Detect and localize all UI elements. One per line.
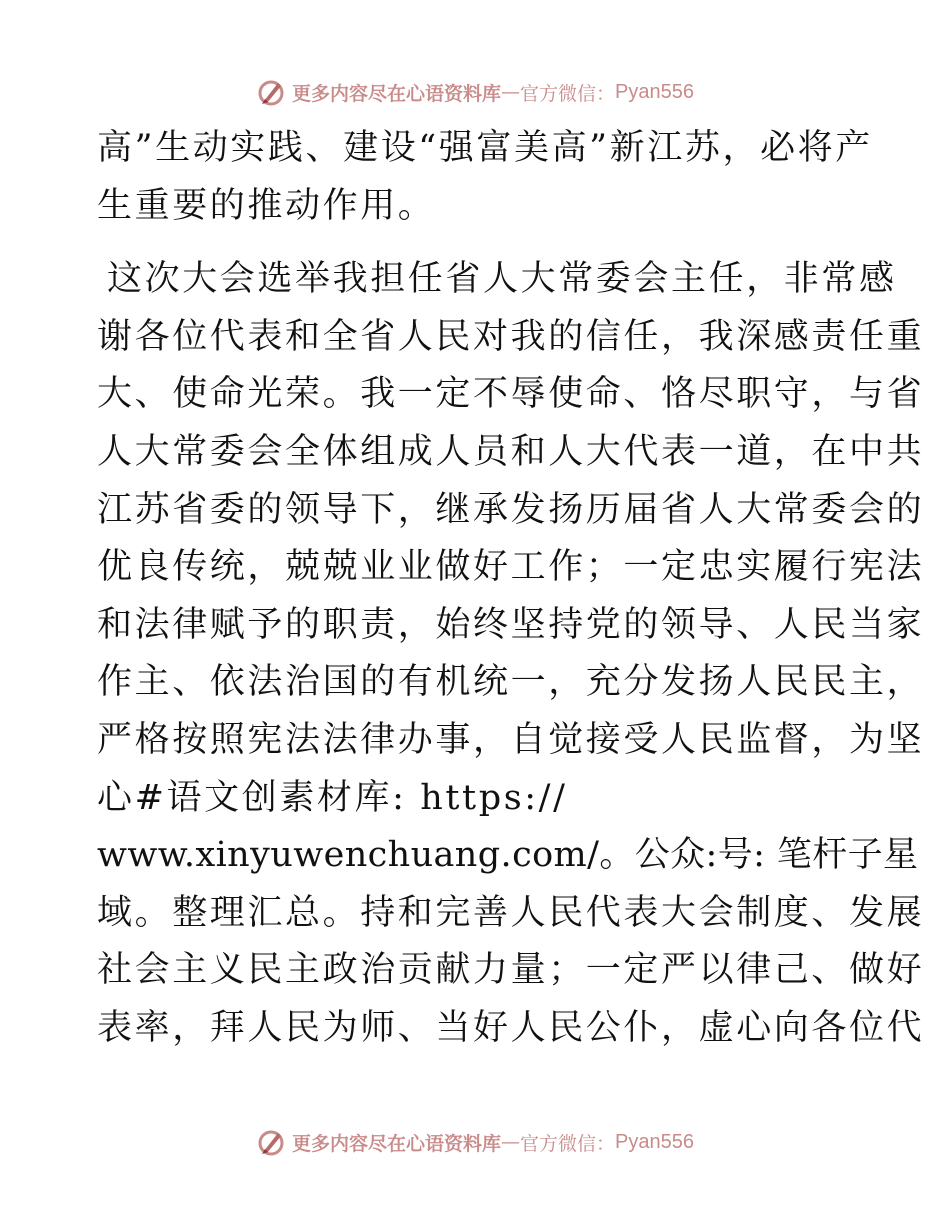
text-line: 作主、依法治国的有机统一，充分发扬人民民主， [97,662,925,703]
banner-wechat-id: Pyan556 [615,80,694,103]
text-line: 表率，拜人民为师、当好人民公仆，虚心向各位代 [97,1007,925,1048]
text-line: 严格按照宪法法律办事，自觉接受人民监督，为坚 [97,719,925,760]
text-line: 江苏省委的领导下，继承发扬历届省人大常委会的 [97,489,925,530]
text-line: 社会主义民主政治贡献力量；一定严以律己、做好 [97,950,925,991]
text-line-url: www.xinyuwenchuang.com/。公众:号: 笔杆子星 [97,835,919,876]
quill-pen-logo-icon [256,77,286,107]
text-line: 域。整理汇总。持和完善人民代表大会制度、发展 [97,892,925,933]
text-line: 高”生动实践、建设“强富美高”新江苏，必将产 [97,128,873,168]
banner-dash: — [501,1131,521,1153]
document-body [97,120,925,1058]
paragraph-start-line: 这次大会选举我担任省人大常委会主任，非常感 [107,259,897,300]
text-line: 谢各位代表和全省人民对我的信任，我深感责任重 [97,316,925,357]
banner-wechat-id: Pyan556 [615,1130,694,1153]
text-line: 和法律赋予的职责，始终坚持党的领导、人民当家 [97,604,925,645]
banner-dash: — [501,81,521,103]
text-line: 生重要的推动作用。 [97,185,436,226]
text-line: 人大常委会全体组成人员和人大代表一道，在中共 [97,431,925,472]
banner-slogan: 更多内容尽在心语资料库 [292,82,502,105]
banner-official-label: 官方微信： [520,1132,616,1155]
banner-slogan: 更多内容尽在心语资料库 [292,1132,502,1155]
text-line: 心#语文创素材库: https:// [97,777,568,818]
quill-pen-logo-icon [256,1127,286,1157]
text-line: 大、使命光荣。我一定不辱使命、恪尽职守，与省 [97,374,925,415]
text-line: 优良传统，兢兢业业做好工作；一定忠实履行宪法 [97,547,925,588]
footer-banner [0,1122,950,1162]
banner-official-label: 官方微信： [520,82,616,105]
header-banner [0,72,950,112]
